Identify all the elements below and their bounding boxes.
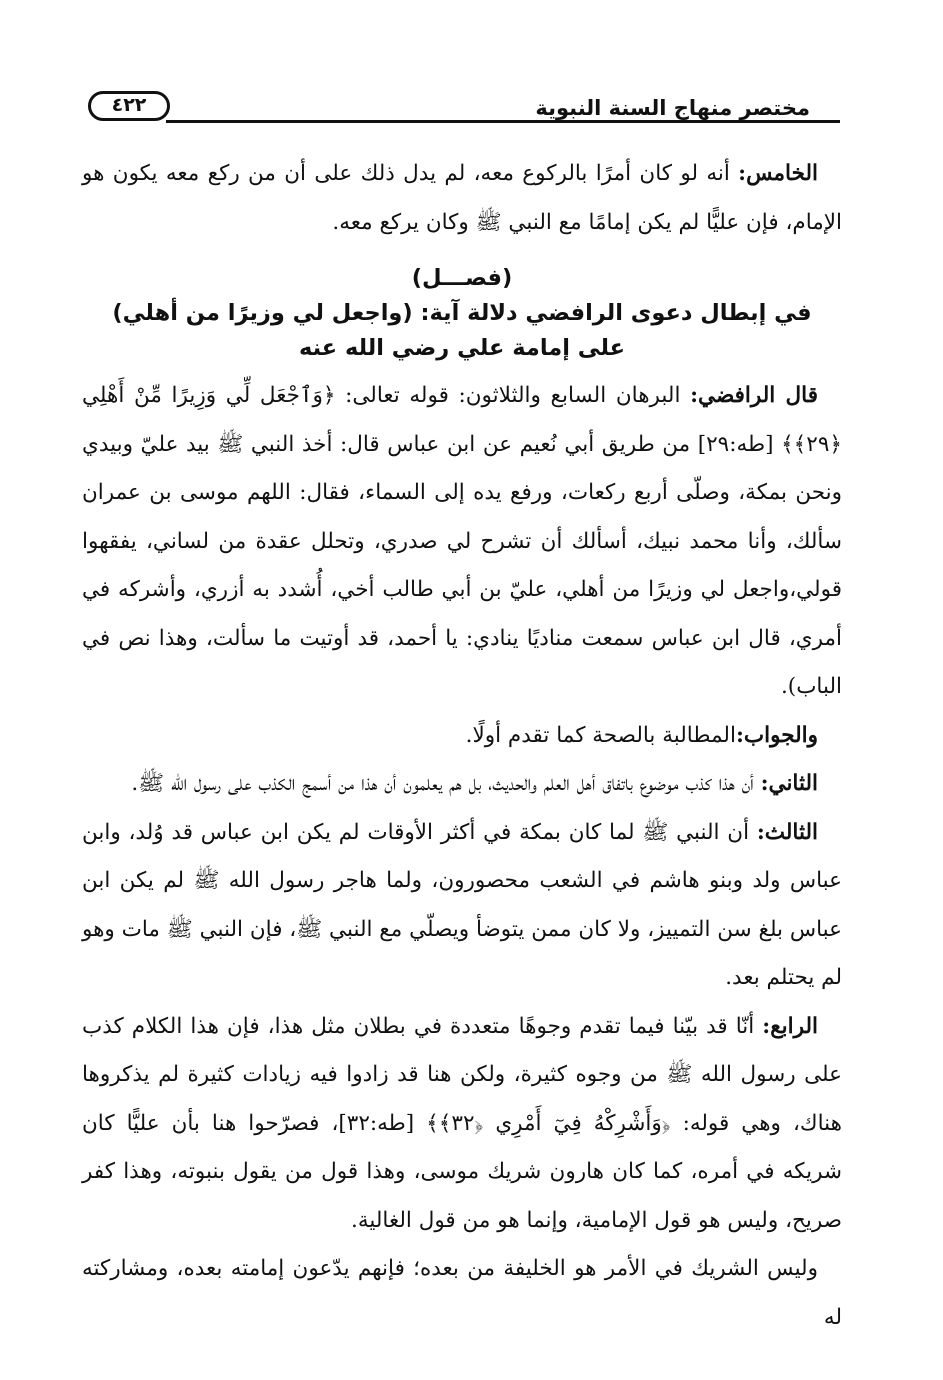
paragraph-answer xyxy=(82,712,842,761)
section-heading xyxy=(82,261,842,366)
paragraph-text: أنه لو كان أمرًا بالركوع معه، لم يدل ذلك على أن من ركع معه يكون هو الإمام، فإن عليًّا لم يكن إمامًا مع النبي ﷺ وكان يركع معه. xyxy=(82,161,842,235)
paragraph-fifth-point xyxy=(82,150,842,247)
paragraph-third-point xyxy=(82,809,842,1003)
paragraph-lead: الرابع: xyxy=(762,1013,818,1039)
paragraph-lead: والجواب: xyxy=(735,722,818,748)
paragraph-text: أن النبي ﷺ لما كان بمكة في أكثر الأوقات لم يكن ابن عباس قد وُلد، وابن عباس ولد وبنو هاشم في الشعب محصورون، ولما هاجر رسول الله ﷺ لم يكن ابن عباس بلغ سن التمييز، ولا كان ممن يتوضأ ويصلّي مع النبي ﷺ، فإن النبي ﷺ مات وهو لم يحتلم بعد. xyxy=(81,819,842,990)
paragraph-lead: الخامس: xyxy=(738,161,818,186)
paragraph-lead: قال الرافضي: xyxy=(690,383,818,408)
paragraph-text: وليس الشريك في الأمر هو الخليفة من بعده؛ فإنهم يدّعون إمامته بعده، ومشاركته له xyxy=(82,1256,842,1330)
book-title: مختصر منهاج السنة النبوية xyxy=(535,96,810,120)
section-heading-subtitle: على إمامة علي رضي الله عنه xyxy=(298,335,626,361)
paragraph-rafidi-claim xyxy=(82,372,842,712)
section-heading-title: في إبطال دعوى الرافضي دلالة آية: (واجعل لي وزيرًا من أهلي) xyxy=(112,300,812,326)
section-heading-fasl: (فصـــل) xyxy=(411,265,513,291)
page-number-badge: ٤٢٢ xyxy=(88,91,170,121)
page-header xyxy=(88,88,840,132)
paragraph-second-point xyxy=(82,760,842,809)
paragraph-partner-in-matter xyxy=(82,1245,842,1342)
page-body xyxy=(82,150,842,1342)
paragraph-fourth-point xyxy=(82,1003,842,1246)
paragraph-text: البرهان السابع والثلاثون: قوله تعالى: ﴿وَٱجْعَل لِّي وَزِيرًا مِّنْ أَهْلِي ﴿٢٩﴾﴾ [طه:٢٩] من طريق أبي نُعيم عن ابن عباس قال: أخذ النبي ﷺ بيد عليّ وبيدي ونحن بمكة، وصلّى أربع ركعات، ورفع يده إلى السماء، فقال: اللهم موسى بن عمران سألك، وأنا محمد نبيك، أسألك أن تشرح لي صدري، وتحلل عقدة من لساني، يفقهوا قولي،واجعل لي وزيرًا من أهلي، عليّ بن أبي طالب أخي، أُشدد به أزري، وأشركه في أمري، قال ابن عباس سمعت مناديًا ينادي: يا أحمد، قد أوتيت ما سألت، وهذا نص في الباب). xyxy=(82,383,842,699)
paragraph-lead: الثالث: xyxy=(756,819,818,845)
paragraph-text: المطالبة بالصحة كما تقدم أولًا. xyxy=(465,722,736,748)
paragraph-text: أنّا قد بيّنا فيما تقدم وجوهًا متعددة في بطلان مثل هذا، فإن هذا الكلام كذب على رسول الله ﷺ من وجوه كثيرة، ولكن هنا قد زادوا فيه زيادات كثيرة لم يذكروها هناك، وهي قوله: ﴿وَأَشْرِكْهُ فِيٓ أَمْرِي ﴿٣٢﴾﴾ [طه:٣٢]، فصرّحوا هنا بأن عليًّا كان شريكه في أمره، كما كان هارون شريك موسى، وهذا قول من يقول بنبوته، وهذا كفر صريح، وليس هو قول الإمامية، وإنما هو من قول الغالية. xyxy=(82,1013,842,1233)
paragraph-lead: الثاني: xyxy=(760,771,818,796)
paragraph-text: أن هذا كذب موضوع باتفاق أهل العلم والحديث، بل هم يعلمون أن هذا من أسمج الكذب على رسول الله ﷺ. xyxy=(131,771,761,796)
header-divider xyxy=(166,120,840,123)
